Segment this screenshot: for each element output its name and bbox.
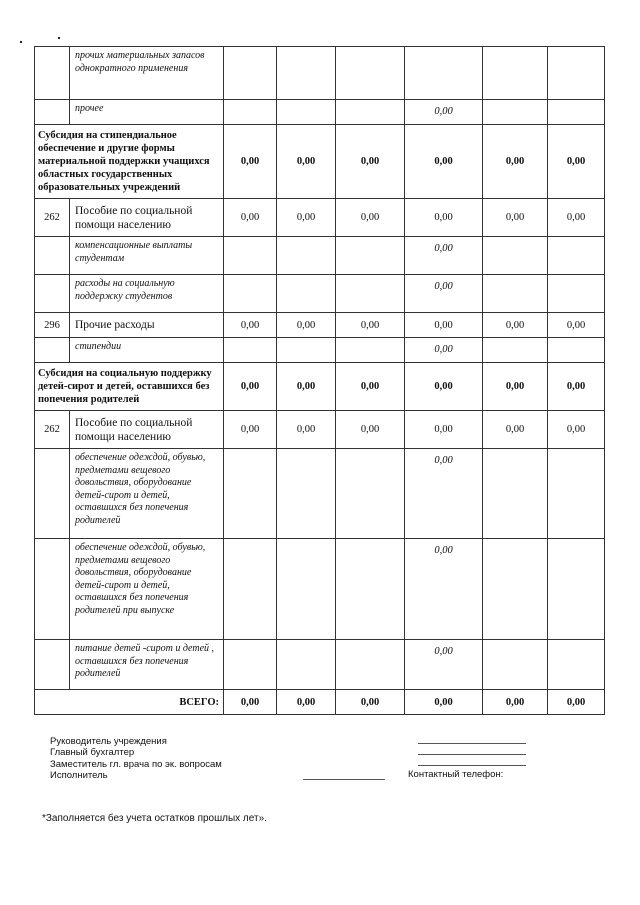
value-cell: 0,00 xyxy=(224,125,277,199)
value-cell: 0,00 xyxy=(405,313,483,338)
value-cell xyxy=(336,100,405,125)
budget-code: 296 xyxy=(35,313,70,338)
item-name: Пособие по социальной помощи населению xyxy=(70,199,224,237)
table-row xyxy=(35,237,605,275)
value-cell: 0,00 xyxy=(224,199,277,237)
scan-mark xyxy=(20,41,22,43)
total-value: 0,00 xyxy=(548,690,605,715)
value-cell xyxy=(336,275,405,313)
value-cell: 0,00 xyxy=(405,100,483,125)
value-cell xyxy=(483,449,548,539)
budget-code xyxy=(35,449,70,539)
section-row xyxy=(35,363,605,411)
table-row xyxy=(35,411,605,449)
item-name: расходы на социальную поддержку студентов xyxy=(70,275,224,313)
value-cell xyxy=(483,47,548,100)
item-name: прочих материальных запасов однократного применения xyxy=(70,47,224,100)
value-cell: 0,00 xyxy=(483,363,548,411)
value-cell xyxy=(277,640,336,690)
section-row xyxy=(35,125,605,199)
total-value: 0,00 xyxy=(277,690,336,715)
value-cell xyxy=(224,100,277,125)
signature-line xyxy=(418,743,526,744)
total-value: 0,00 xyxy=(483,690,548,715)
value-cell xyxy=(336,338,405,363)
value-cell: 0,00 xyxy=(336,125,405,199)
value-cell: 0,00 xyxy=(548,363,605,411)
value-cell: 0,00 xyxy=(483,125,548,199)
value-cell: 0,00 xyxy=(548,199,605,237)
item-name: стипендии xyxy=(70,338,224,363)
budget-code xyxy=(35,640,70,690)
budget-table xyxy=(34,46,605,715)
value-cell: 0,00 xyxy=(483,313,548,338)
value-cell: 0,00 xyxy=(277,125,336,199)
value-cell xyxy=(336,539,405,640)
table-row xyxy=(35,449,605,539)
item-name: Пособие по социальной помощи населению xyxy=(70,411,224,449)
value-cell xyxy=(483,275,548,313)
table-row xyxy=(35,313,605,338)
head-label: Руководитель учреждения xyxy=(50,736,167,747)
budget-code xyxy=(35,275,70,313)
value-cell xyxy=(483,640,548,690)
table-row xyxy=(35,640,605,690)
value-cell xyxy=(483,100,548,125)
total-value: 0,00 xyxy=(405,690,483,715)
value-cell xyxy=(548,449,605,539)
value-cell xyxy=(224,237,277,275)
value-cell xyxy=(277,539,336,640)
table-row xyxy=(35,338,605,363)
value-cell: 0,00 xyxy=(405,640,483,690)
value-cell: 0,00 xyxy=(483,199,548,237)
table-row xyxy=(35,199,605,237)
value-cell: 0,00 xyxy=(336,313,405,338)
value-cell xyxy=(548,100,605,125)
budget-code xyxy=(35,338,70,363)
section-title: Субсидия на стипендиальное обеспечение и другие формы материальной поддержки учащихся областных государственных образовательных учреждений xyxy=(35,125,224,199)
value-cell xyxy=(277,449,336,539)
value-cell: 0,00 xyxy=(405,411,483,449)
value-cell xyxy=(483,237,548,275)
total-value: 0,00 xyxy=(224,690,277,715)
budget-code xyxy=(35,47,70,100)
value-cell xyxy=(548,47,605,100)
value-cell: 0,00 xyxy=(277,363,336,411)
value-cell: 0,00 xyxy=(277,411,336,449)
item-name: обеспечение одеждой, обувью, предметами вещевого довольствия, оборудование детей-сирот и детей, оставшихся без попечения родителей при выпуске xyxy=(70,539,224,640)
value-cell xyxy=(224,449,277,539)
value-cell xyxy=(277,275,336,313)
table-row xyxy=(35,539,605,640)
value-cell: 0,00 xyxy=(405,539,483,640)
budget-code xyxy=(35,539,70,640)
value-cell xyxy=(224,47,277,100)
budget-code xyxy=(35,237,70,275)
deputy-label: Заместитель гл. врача по эк. вопросам xyxy=(50,758,222,770)
value-cell xyxy=(336,237,405,275)
item-name: Прочие расходы xyxy=(70,313,224,338)
value-cell: 0,00 xyxy=(548,411,605,449)
value-cell xyxy=(405,47,483,100)
value-cell: 0,00 xyxy=(405,199,483,237)
value-cell: 0,00 xyxy=(224,313,277,338)
item-name: обеспечение одеждой, обувью, предметами вещевого довольствия, оборудование детей-сирот и детей, оставшихся без попечения родителей xyxy=(70,449,224,539)
table-row xyxy=(35,100,605,125)
phone-label: Контактный телефон: xyxy=(408,769,504,780)
value-cell: 0,00 xyxy=(483,411,548,449)
budget-code: 262 xyxy=(35,199,70,237)
value-cell xyxy=(483,338,548,363)
value-cell xyxy=(277,237,336,275)
accountant-label: Главный бухгалтер xyxy=(50,747,135,759)
value-cell xyxy=(224,275,277,313)
value-cell: 0,00 xyxy=(336,363,405,411)
value-cell: 0,00 xyxy=(336,411,405,449)
value-cell xyxy=(277,47,336,100)
value-cell: 0,00 xyxy=(548,313,605,338)
value-cell xyxy=(336,47,405,100)
budget-code: 262 xyxy=(35,411,70,449)
total-row xyxy=(35,690,605,715)
signature-line xyxy=(418,754,526,755)
total-value: 0,00 xyxy=(336,690,405,715)
value-cell xyxy=(548,640,605,690)
value-cell: 0,00 xyxy=(277,199,336,237)
item-name: компенсационные выплаты студентам xyxy=(70,237,224,275)
value-cell: 0,00 xyxy=(224,411,277,449)
value-cell: 0,00 xyxy=(405,237,483,275)
value-cell xyxy=(548,275,605,313)
value-cell xyxy=(336,640,405,690)
value-cell xyxy=(548,338,605,363)
value-cell xyxy=(277,338,336,363)
signature-line xyxy=(303,779,385,780)
budget-code xyxy=(35,100,70,125)
value-cell xyxy=(277,100,336,125)
table-row xyxy=(35,47,605,100)
section-title: Субсидия на социальную поддержку детей-сирот и детей, оставшихся без попечения родителей xyxy=(35,363,224,411)
value-cell: 0,00 xyxy=(405,449,483,539)
value-cell: 0,00 xyxy=(405,275,483,313)
value-cell: 0,00 xyxy=(405,363,483,411)
value-cell xyxy=(224,338,277,363)
value-cell xyxy=(548,539,605,640)
value-cell: 0,00 xyxy=(224,363,277,411)
item-name: питание детей -сирот и детей , оставшихся без попечения родителей xyxy=(70,640,224,690)
value-cell xyxy=(224,640,277,690)
signature-line xyxy=(418,765,526,766)
value-cell: 0,00 xyxy=(548,125,605,199)
signature-block xyxy=(50,736,222,781)
value-cell: 0,00 xyxy=(277,313,336,338)
value-cell: 0,00 xyxy=(336,199,405,237)
executor-label: Исполнитель xyxy=(50,769,108,781)
value-cell: 0,00 xyxy=(405,338,483,363)
value-cell xyxy=(224,539,277,640)
item-name: прочее xyxy=(70,100,224,125)
total-label: ВСЕГО: xyxy=(35,690,224,715)
value-cell xyxy=(336,449,405,539)
footnote: *Заполняется без учета остатков прошлых лет». xyxy=(42,813,267,824)
value-cell: 0,00 xyxy=(405,125,483,199)
table-row xyxy=(35,275,605,313)
value-cell xyxy=(483,539,548,640)
value-cell xyxy=(548,237,605,275)
scan-mark xyxy=(58,37,60,39)
